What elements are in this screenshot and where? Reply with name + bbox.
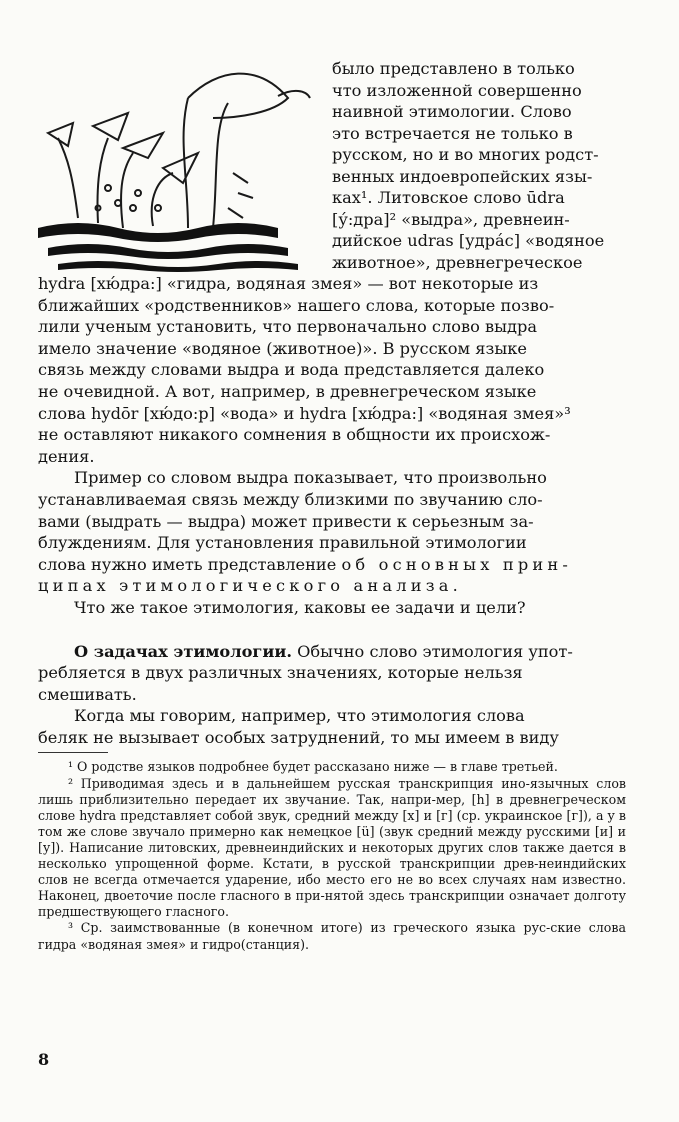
para1-line: не оставляют никакого сомнения в общности их происхож- [38, 425, 551, 445]
footnote-rule [38, 752, 108, 753]
para2-line: устанавливаемая связь между близкими по звучанию сло- [38, 489, 543, 509]
para2-line: вами (выдрать — выдра) может привести к серьезным за- [38, 511, 534, 531]
top-line: ках¹. Литовское слово ūdra [332, 188, 565, 207]
top-line: что изложенной совершенно [332, 80, 582, 100]
footnote-3: ³ Ср. заимствованные (в конечном итоге) из греческого языка рус-ские слова гидра «водяная змея» и гидро(станция). [38, 920, 626, 952]
question-line: Что же такое этимология, каковы ее задачи и цели? [74, 597, 526, 617]
para2-line [38, 554, 626, 576]
para3-line: Когда мы говорим, например, что этимология слова [74, 706, 525, 726]
para1-line: лили ученым установить, что первоначально слово выдра [38, 317, 537, 337]
para1-line: не очевидной. А вот, например, в древнегреческом языке [38, 381, 537, 401]
top-line: дийское udras [удра́с] «водяное [332, 231, 605, 250]
para2-text: слова нужно иметь представление [38, 554, 337, 574]
hydra-illustration [38, 58, 330, 276]
section-line [38, 641, 626, 663]
para2-line: Пример со словом выдра показывает, что произвольно [74, 468, 547, 488]
page-number: 8 [38, 1050, 50, 1069]
para2-line: блуждениям. Для установления правильной этимологии [38, 533, 527, 553]
page [38, 58, 626, 953]
para1-line: имело значение «водяное (животное)». В русском языке [38, 338, 527, 358]
main-text [38, 273, 626, 748]
para1-line: hydra [хю́дра:] «гидра, водяная змея» — вот некоторые из [38, 274, 539, 293]
para1-line: ближайших «родственников» нашего слова, которые позво- [38, 295, 555, 315]
top-column-text [332, 58, 626, 273]
footnotes [38, 759, 626, 952]
section-line: ребляется в двух различных значениях, которые нельзя [38, 663, 523, 683]
top-line: [у́:дра]² «выдра», древнеин- [332, 209, 570, 229]
spaced-term: ципах этимологического анализа. [38, 576, 462, 596]
section-gap [38, 619, 626, 641]
top-line: наивной этимологии. Слово [332, 102, 572, 121]
section-text: Обычно слово этимология упот- [297, 641, 573, 661]
footnote-1: ¹ О родстве языков подробнее будет рассказано ниже — в главе третьей. [68, 759, 558, 775]
para1-line: слова hydōr [хю́до:р] «вода» и hydra [хю́дра:] «водяная змея»³ [38, 403, 571, 423]
footnote-2: ² Приводимая здесь и в дальнейшем русская транскрипция ино-язычных слов лишь приблизительно передает их звучание. Так, напри-мер, [h] в древнегреческом слове hydra представляет собой звук, средний между [х] и [г] (ср. украинское [г]), а y в том же слове звучало примерно как немецкое [ü] (звук средний между русскими [и] и [у]). Написание литовских, древнеиндийских и некоторых других слов также дается в несколько упрощенной форме. Кстати, в русской транскрипции древ-неиндийских слов не всегда отмечается ударение, ибо место его не во всех случаях нам известно. Наконец, двоеточие после гласного в при-нятой здесь транскрипции означает долготу предшествующего гласного. [38, 775, 626, 920]
para3-line: беляк не вызывает особых затруднений, то мы имеем в виду [38, 727, 559, 747]
top-line: животное», древнегреческое [332, 252, 583, 272]
top-line: венных индоевропейских язы- [332, 166, 593, 186]
para1-line: дения. [38, 446, 95, 466]
section-heading: О задачах этимологии. [74, 641, 292, 661]
section-line: смешивать. [38, 684, 137, 704]
top-line: это встречается не только в [332, 123, 573, 143]
spaced-term: об основных прин- [341, 554, 573, 574]
hydra-drawing-icon [38, 58, 330, 276]
para1-line: связь между словами выдра и вода представляется далеко [38, 360, 545, 380]
top-line: было представлено в только [332, 59, 575, 78]
top-line: русском, но и во многих родст- [332, 145, 599, 164]
